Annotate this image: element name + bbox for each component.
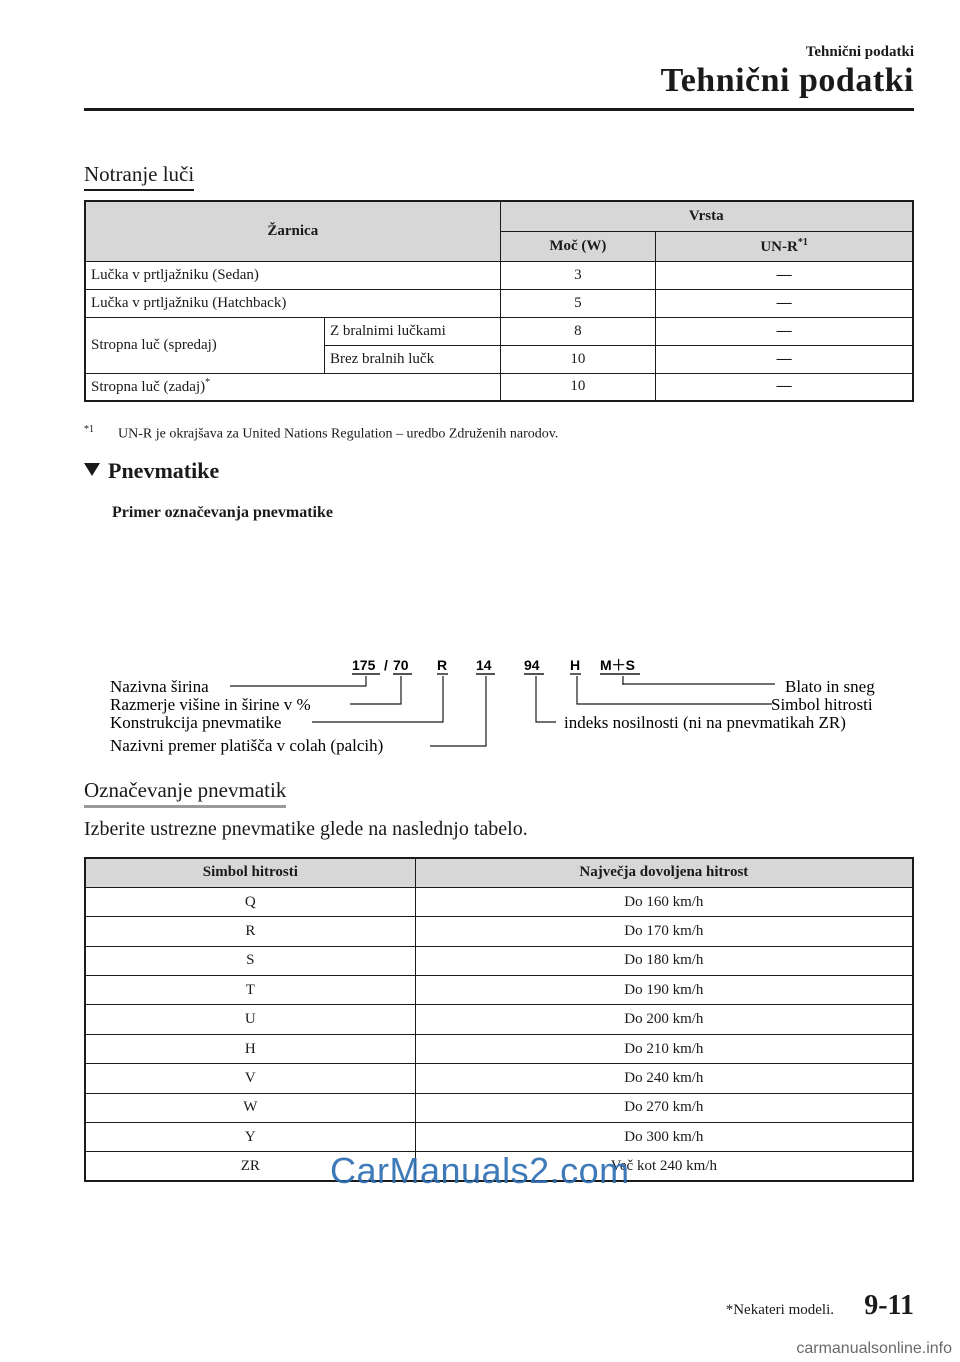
optional-mark: * xyxy=(205,377,211,389)
bulb-power: 5 xyxy=(500,289,656,317)
speed-symbol: U xyxy=(85,1005,415,1034)
speed-symbol: Q xyxy=(85,887,415,916)
bulb-unr: — xyxy=(656,345,913,373)
col-max-speed-header: Največja dovoljena hitrost xyxy=(415,858,913,887)
triangle-bullet-icon xyxy=(84,463,100,476)
max-speed: Do 210 km/h xyxy=(415,1034,913,1063)
footer-note: *Nekateri modeli. xyxy=(725,1302,834,1318)
col-unr-header xyxy=(656,231,913,261)
speed-symbol-table xyxy=(84,857,914,1182)
max-speed: Do 170 km/h xyxy=(415,917,913,946)
label-width: Nazivna širina xyxy=(110,677,209,696)
code-ms: M＋S xyxy=(600,657,635,673)
bulb-variant: Brez bralnih lučk xyxy=(324,345,500,373)
table-row xyxy=(85,1093,913,1122)
tire-marking-intro: Izberite ustrezne pnevmatike glede na naslednjo tabelo. xyxy=(84,818,528,840)
max-speed: Več kot 240 km/h xyxy=(415,1152,913,1181)
bulb-name: Lučka v prtljažniku (Sedan) xyxy=(85,261,500,289)
bulb-power: 10 xyxy=(500,345,656,373)
bulb-name: Lučka v prtljažniku (Hatchback) xyxy=(85,289,500,317)
tire-marking-diagram xyxy=(100,652,900,762)
header-rule xyxy=(84,108,914,111)
table-row xyxy=(85,373,913,401)
bulb-unr: — xyxy=(656,373,913,401)
bulb-unr: — xyxy=(656,261,913,289)
table-row xyxy=(85,917,913,946)
speed-symbol: R xyxy=(85,917,415,946)
max-speed: Do 180 km/h xyxy=(415,946,913,975)
table-row xyxy=(85,1005,913,1034)
label-ratio: Razmerje višine in širine v % xyxy=(110,695,311,714)
bulb-power: 10 xyxy=(500,373,656,401)
bulb-unr: — xyxy=(656,289,913,317)
unr-footnote-mark: *1 xyxy=(797,236,808,248)
table-row xyxy=(85,887,913,916)
max-speed: Do 160 km/h xyxy=(415,887,913,916)
page-number: 9-11 xyxy=(864,1290,914,1321)
bulb-variant: Z bralnimi lučkami xyxy=(324,317,500,345)
code-rim: 14 xyxy=(476,657,492,673)
code-width: 175 xyxy=(352,657,376,673)
table-row xyxy=(85,1064,913,1093)
bulb-name xyxy=(85,373,500,401)
code-slash: / xyxy=(384,657,388,673)
table-row xyxy=(85,946,913,975)
bulb-name: Stropna luč (spredaj) xyxy=(85,317,324,373)
table-row xyxy=(85,976,913,1005)
bulb-name-text: Stropna luč (zadaj) xyxy=(91,379,206,396)
speed-symbol: Y xyxy=(85,1123,415,1152)
speed-symbol: W xyxy=(85,1093,415,1122)
speed-symbol: T xyxy=(85,976,415,1005)
bulb-unr: — xyxy=(656,317,913,345)
table-row xyxy=(85,317,913,345)
speed-symbol: H xyxy=(85,1034,415,1063)
interior-lights-title: Notranje luči xyxy=(84,162,194,191)
code-construction: R xyxy=(437,657,448,673)
label-ms: Blato in sneg xyxy=(785,677,875,696)
site-watermark: CarManuals2.com xyxy=(330,1150,630,1191)
label-construction: Konstrukcija pnevmatike xyxy=(110,713,282,732)
col-power-header: Moč (W) xyxy=(500,231,656,261)
speed-symbol: S xyxy=(85,946,415,975)
table-header-row xyxy=(85,201,913,231)
table-row xyxy=(85,289,913,317)
unr-label: UN-R xyxy=(760,238,798,255)
tire-marking-title: Označevanje pnevmatik xyxy=(84,778,286,808)
max-speed: Do 240 km/h xyxy=(415,1064,913,1093)
tires-heading-text: Pnevmatike xyxy=(108,458,220,483)
tire-example-title: Primer označevanja pnevmatike xyxy=(112,504,333,521)
table-row xyxy=(85,261,913,289)
code-speed: H xyxy=(570,657,581,673)
interior-lights-table xyxy=(84,200,914,402)
max-speed: Do 270 km/h xyxy=(415,1093,913,1122)
bulb-power: 3 xyxy=(500,261,656,289)
label-speed: Simbol hitrosti xyxy=(771,695,873,714)
label-rim: Nazivni premer platišča v colah (palcih) xyxy=(110,736,384,755)
max-speed: Do 190 km/h xyxy=(415,976,913,1005)
speed-symbol: ZR xyxy=(85,1152,415,1181)
footnote xyxy=(84,424,558,443)
code-load: 94 xyxy=(524,657,540,673)
code-ratio: 70 xyxy=(393,657,409,673)
bulb-power: 8 xyxy=(500,317,656,345)
table-row xyxy=(85,1034,913,1063)
col-type-header: Vrsta xyxy=(500,201,913,231)
col-bulb-header: Žarnica xyxy=(85,201,500,261)
bottom-watermark: carmanualsonline.info xyxy=(796,1340,952,1357)
max-speed: Do 200 km/h xyxy=(415,1005,913,1034)
running-header-small: Tehnični podatki xyxy=(805,44,914,60)
tires-heading xyxy=(84,458,219,484)
footnote-mark: *1 xyxy=(84,424,94,435)
table-header-row xyxy=(85,858,913,887)
speed-symbol: V xyxy=(85,1064,415,1093)
col-speed-symbol-header: Simbol hitrosti xyxy=(85,858,415,887)
max-speed: Do 300 km/h xyxy=(415,1123,913,1152)
label-load: indeks nosilnosti (ni na pnevmatikah ZR) xyxy=(564,713,846,732)
table-row xyxy=(85,1123,913,1152)
footnote-text: UN-R je okrajšava za United Nations Regulation – uredbo Združenih narodov. xyxy=(118,426,559,442)
running-header-title: Tehnični podatki xyxy=(660,62,914,99)
